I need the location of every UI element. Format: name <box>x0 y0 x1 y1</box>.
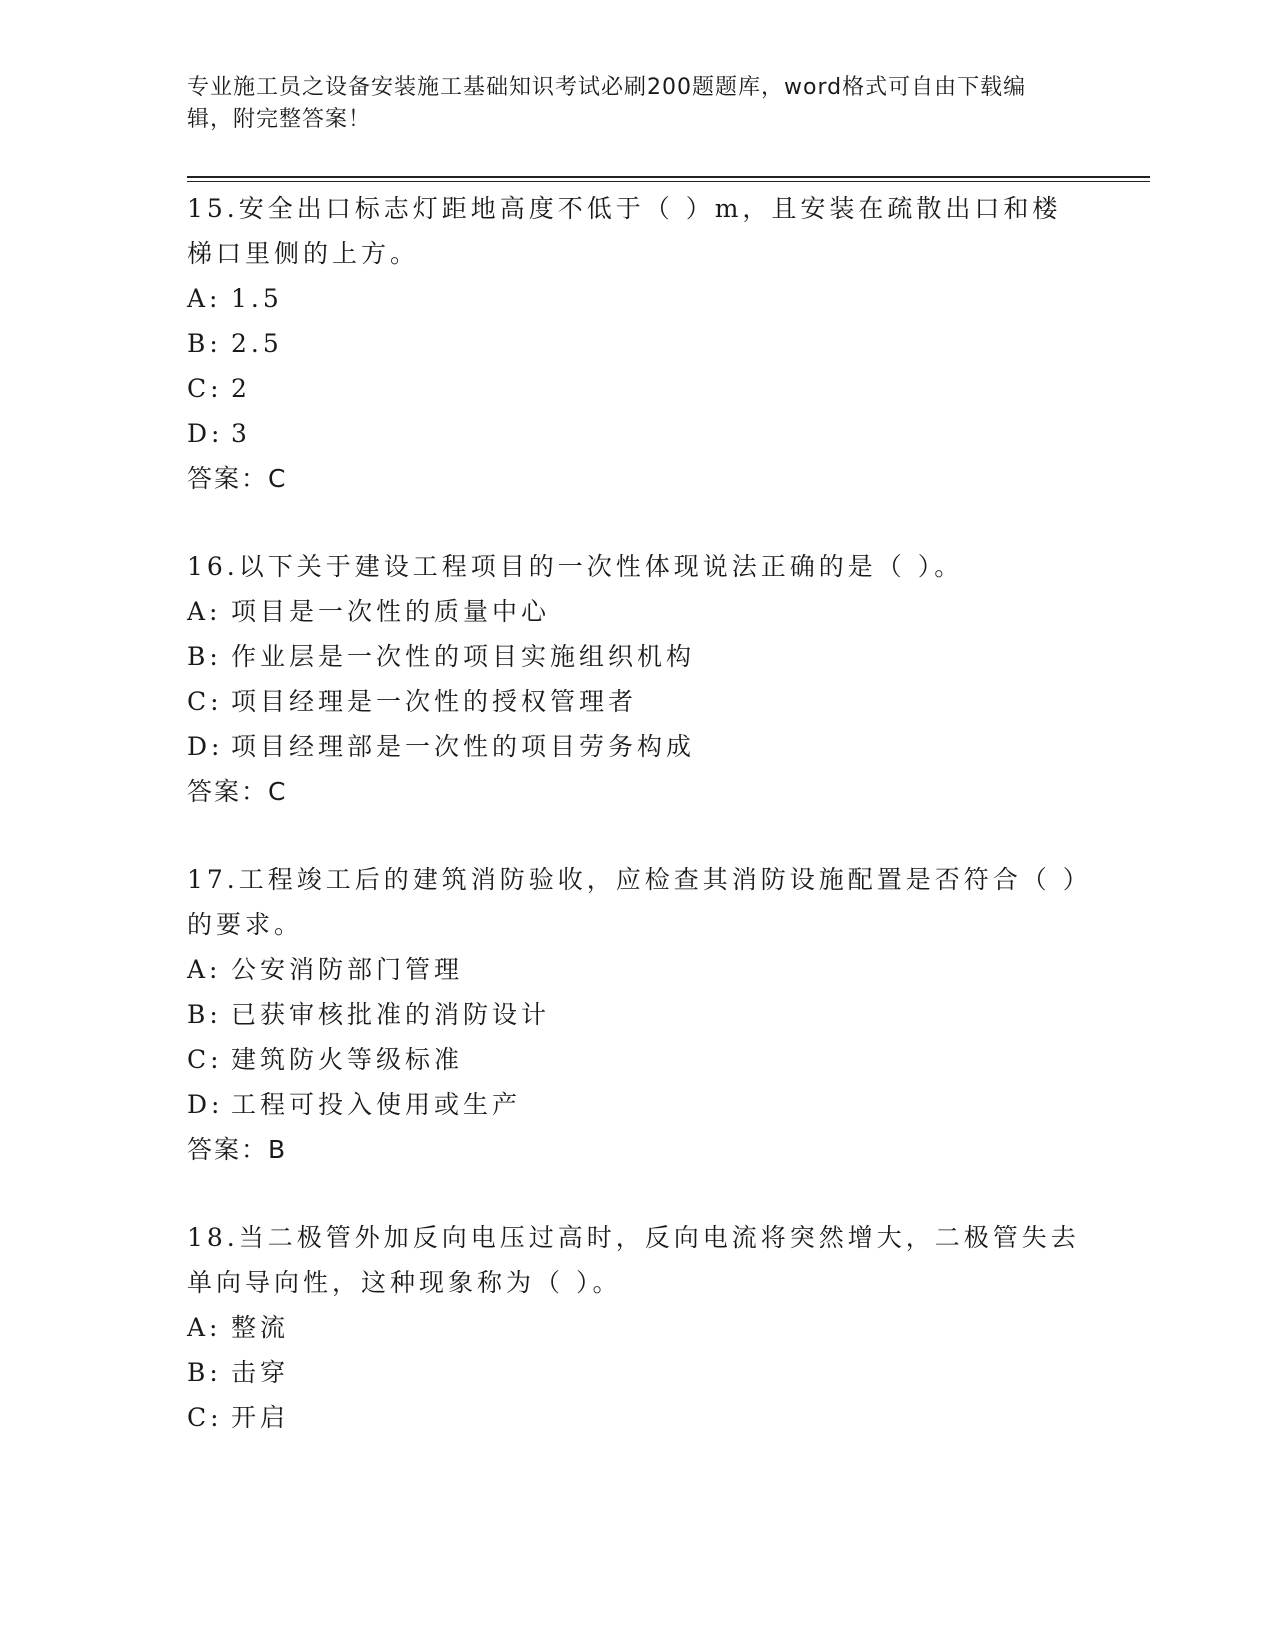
option-c <box>187 679 1087 724</box>
option-key: B: <box>187 1000 222 1029</box>
option-key: A: <box>187 955 222 984</box>
option-key: C: <box>187 374 223 403</box>
question-15 <box>187 186 1087 501</box>
option-b <box>187 1350 1087 1395</box>
option-text: 建筑防火等级标准 <box>231 1045 464 1074</box>
option-a <box>187 589 1087 634</box>
option-text: 开启 <box>231 1403 290 1432</box>
answer: 答案：B <box>187 1135 288 1164</box>
option-c <box>187 366 1087 411</box>
option-a <box>187 1305 1087 1350</box>
option-b <box>187 321 1087 366</box>
option-text: 项目是一次性的质量中心 <box>231 597 551 626</box>
option-key: B: <box>187 642 222 671</box>
option-key: A: <box>187 284 222 313</box>
header-rule-thick <box>187 176 1150 178</box>
option-d <box>187 1082 1087 1127</box>
option-c <box>187 1395 1087 1440</box>
option-d <box>187 411 1087 456</box>
answer: 答案：C <box>187 464 288 493</box>
option-text: 击穿 <box>231 1358 290 1387</box>
option-c <box>187 1037 1087 1082</box>
option-text: 项目经理是一次性的授权管理者 <box>231 687 638 716</box>
question-stem: 15.安全出口标志灯距地高度不低于（ ）m，且安装在疏散出口和楼梯口里侧的上方。 <box>187 194 1062 268</box>
header-rule-thin <box>187 181 1150 182</box>
question-stem: 17.工程竣工后的建筑消防验收，应检查其消防设施配置是否符合（ ）的要求。 <box>187 865 1080 939</box>
question-17 <box>187 857 1087 1172</box>
option-text: 整流 <box>231 1313 290 1342</box>
option-key: B: <box>187 329 222 358</box>
option-key: D: <box>187 419 224 448</box>
option-a <box>187 276 1087 321</box>
option-key: C: <box>187 1403 223 1432</box>
question-stem: 16.以下关于建设工程项目的一次性体现说法正确的是（ ）。 <box>187 552 964 581</box>
option-text: 工程可投入使用或生产 <box>231 1090 522 1119</box>
option-b <box>187 634 1087 679</box>
option-text: 项目经理部是一次性的项目劳务构成 <box>231 732 696 761</box>
option-key: C: <box>187 1045 223 1074</box>
option-text: 公安消防部门管理 <box>231 955 464 984</box>
document-title: 专业施工员之设备安装施工基础知识考试必刷200题题库，word格式可自由下载编辑，附完整答案！ <box>187 75 1027 132</box>
option-key: C: <box>187 687 223 716</box>
option-key: D: <box>187 732 224 761</box>
option-text: 已获审核批准的消防设计 <box>231 1000 551 1029</box>
question-18 <box>187 1215 1087 1440</box>
option-text: 作业层是一次性的项目实施组织机构 <box>231 642 696 671</box>
question-stem: 18.当二极管外加反向电压过高时，反向电流将突然增大，二极管失去单向导向性，这种现象称为（ ）。 <box>187 1223 1080 1297</box>
question-16 <box>187 544 1087 814</box>
option-b <box>187 992 1087 1037</box>
question-list <box>187 186 1087 1483</box>
option-key: D: <box>187 1090 224 1119</box>
option-text: 2.5 <box>231 329 283 358</box>
option-key: A: <box>187 597 222 626</box>
option-key: A: <box>187 1313 222 1342</box>
option-text: 1.5 <box>231 284 283 313</box>
option-text: 3 <box>231 419 251 448</box>
option-a <box>187 947 1087 992</box>
option-key: B: <box>187 1358 222 1387</box>
option-text: 2 <box>231 374 251 403</box>
answer: 答案：C <box>187 777 288 806</box>
option-d <box>187 724 1087 769</box>
